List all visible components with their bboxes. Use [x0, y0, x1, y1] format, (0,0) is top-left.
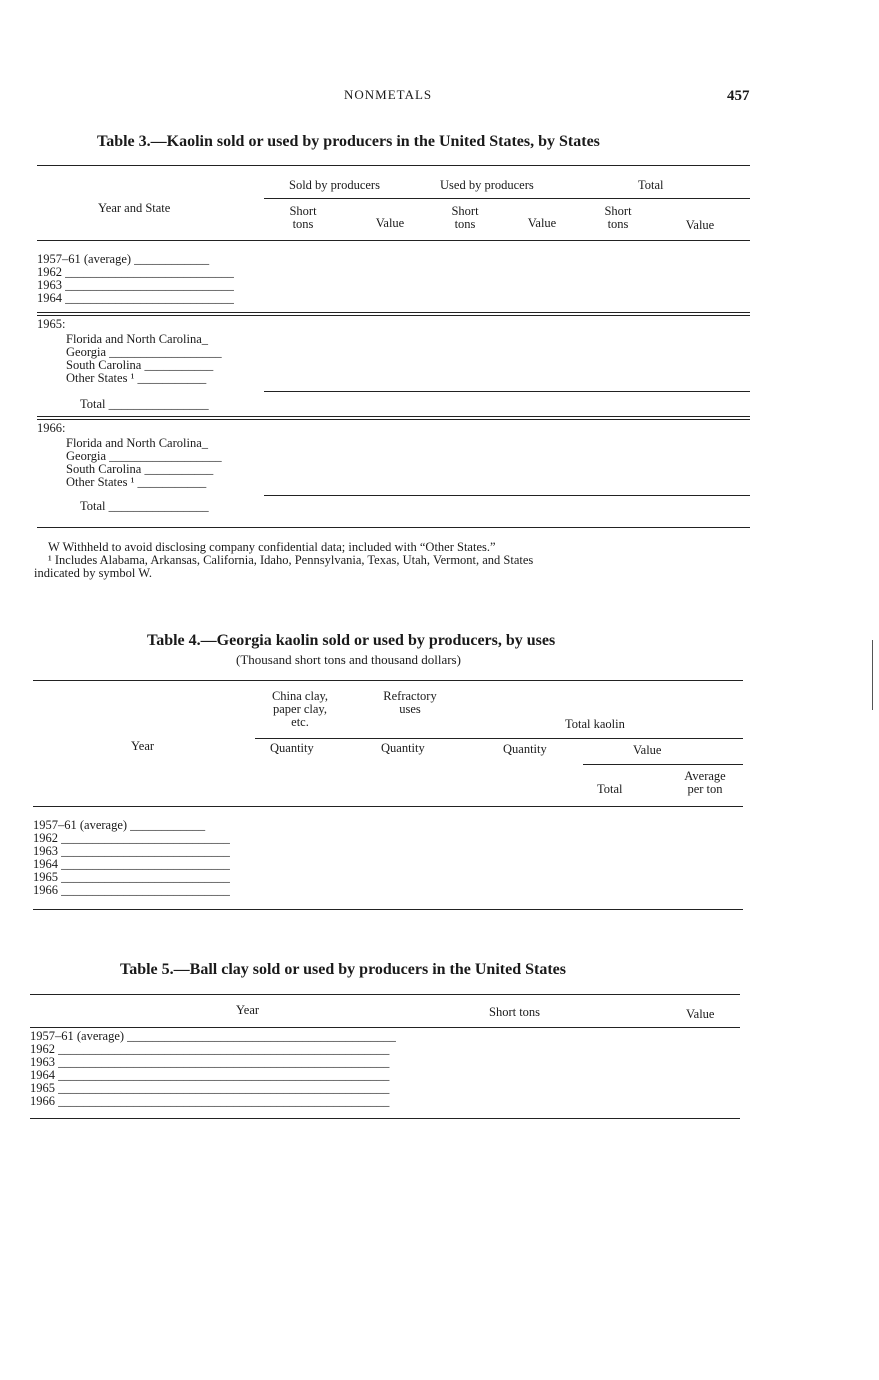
- table3-h-total-tons: Short tons: [604, 204, 632, 231]
- table-row-label: Georgia __________________: [66, 345, 222, 359]
- table3-h-sold-tons: Short tons: [289, 204, 317, 231]
- table5-h-value: Value: [686, 1007, 715, 1021]
- running-head: NONMETALS: [344, 87, 433, 102]
- table4-h-china: China clay, paper clay, etc.: [271, 689, 329, 729]
- table3-subtotal-rule-1966: [264, 495, 750, 496]
- table4-h-quantity-3: Quantity: [503, 742, 547, 756]
- table-row-label: 1966 ___________________________: [33, 883, 230, 897]
- table5-stub-header: Year: [236, 1003, 260, 1017]
- table-row-label: 1964 _____________________________________________________: [30, 1068, 390, 1082]
- table3-bottom-rule: [37, 527, 750, 528]
- table4-title: Table 4.—Georgia kaolin sold or used by producers, by uses: [147, 632, 556, 649]
- table5-top-rule: [30, 994, 740, 995]
- table3-footnote-w: W Withheld to avoid disclosing company confidential data; included with “Other States.”: [48, 540, 496, 554]
- table-row-label: 1963 _____________________________________________________: [30, 1055, 390, 1069]
- table4-h-total-kaolin: Total kaolin: [565, 717, 625, 731]
- table3-title: Table 3.—Kaolin sold or used by producers in the United States, by States: [97, 133, 600, 150]
- table3-subtotal-rule-1965: [264, 391, 750, 392]
- table4-top-rule: [33, 680, 743, 681]
- table3-header-rule: [37, 240, 750, 241]
- page-number: 457: [727, 88, 750, 104]
- table3-group-used: Used by producers: [440, 178, 534, 192]
- table5-title: Table 5.—Ball clay sold or used by producers in the United States: [120, 961, 566, 978]
- scan-edge-mark: [872, 690, 873, 710]
- table3-footnote-1: ¹ Includes Alabama, Arkansas, California, Idaho, Pennsylvania, Texas, Utah, Vermont, and States: [48, 553, 534, 567]
- table4-h-value: Value: [633, 743, 662, 757]
- table-row-label: 1957–61 (average) ___________________________________________: [30, 1029, 396, 1043]
- table3-double-rule-a: [37, 312, 750, 316]
- table-row-label: Total ________________: [80, 397, 209, 411]
- table4-bottom-rule: [33, 909, 743, 910]
- table-row-label: South Carolina ___________: [66, 358, 214, 372]
- table3-h-used-value: Value: [527, 216, 557, 230]
- table-row-label: 1964 ___________________________: [33, 857, 230, 871]
- table4-header-rule-3: [33, 806, 743, 807]
- table4-stub-header: Year: [131, 739, 155, 753]
- table-row-label: Florida and North Carolina_: [66, 332, 208, 346]
- table-row-label: 1965 ___________________________: [33, 870, 230, 884]
- table4-h-value-avg: Average per ton: [684, 769, 726, 796]
- table-row-label: South Carolina ___________: [66, 462, 214, 476]
- table-row-label: 1962 ___________________________: [33, 831, 230, 845]
- table5-bottom-rule: [30, 1118, 740, 1119]
- table-row-label: Total ________________: [80, 499, 209, 513]
- table-row-label: Other States ¹ ___________: [66, 475, 207, 489]
- table3-footnote-1-cont: indicated by symbol W.: [34, 566, 153, 580]
- table5-header-rule: [30, 1027, 740, 1028]
- table-row-label: 1962 ___________________________: [37, 265, 234, 279]
- table3-h-total-value: Value: [685, 218, 715, 232]
- table3-stub-header: Year and State: [98, 201, 171, 215]
- table4-h-refractory: Refractory uses: [383, 689, 437, 716]
- table-row-label: 1957–61 (average) ____________: [37, 252, 210, 266]
- table4-header-rule-2: [583, 764, 743, 765]
- table3-group-total: Total: [638, 178, 664, 192]
- table-row-label: 1962 _____________________________________________________: [30, 1042, 390, 1056]
- table-row-label: 1963 ___________________________: [37, 278, 234, 292]
- table-row-label: 1963 ___________________________: [33, 844, 230, 858]
- table5-h-tons: Short tons: [489, 1005, 541, 1019]
- table3-year-1966: 1966:: [37, 421, 66, 435]
- table-row-label: Florida and North Carolina_: [66, 436, 208, 450]
- scan-edge-mark: [872, 640, 873, 695]
- table3-h-sold-value: Value: [375, 216, 405, 230]
- table-row-label: Georgia __________________: [66, 449, 222, 463]
- table-row-label: Other States ¹ ___________: [66, 371, 207, 385]
- table3-h-used-tons: Short tons: [451, 204, 479, 231]
- table3-double-rule-b: [37, 416, 750, 420]
- table4-h-quantity-1: Quantity: [270, 741, 314, 755]
- table-row-label: 1966 _____________________________________________________: [30, 1094, 390, 1108]
- table3-group-sold: Sold by producers: [289, 178, 380, 192]
- table4-header-rule-1: [255, 738, 743, 739]
- table-row-label: 1965 _____________________________________________________: [30, 1081, 390, 1095]
- table3-year-1965: 1965:: [37, 317, 66, 331]
- table3-top-rule: [37, 165, 750, 166]
- table4-h-quantity-2: Quantity: [381, 741, 425, 755]
- table4-subtitle: (Thousand short tons and thousand dollars): [236, 652, 461, 667]
- table-row-label: 1957–61 (average) ____________: [33, 818, 206, 832]
- table4-h-value-total: Total: [597, 782, 623, 796]
- table-row-label: 1964 ___________________________: [37, 291, 234, 305]
- table3-group-rule: [264, 198, 750, 199]
